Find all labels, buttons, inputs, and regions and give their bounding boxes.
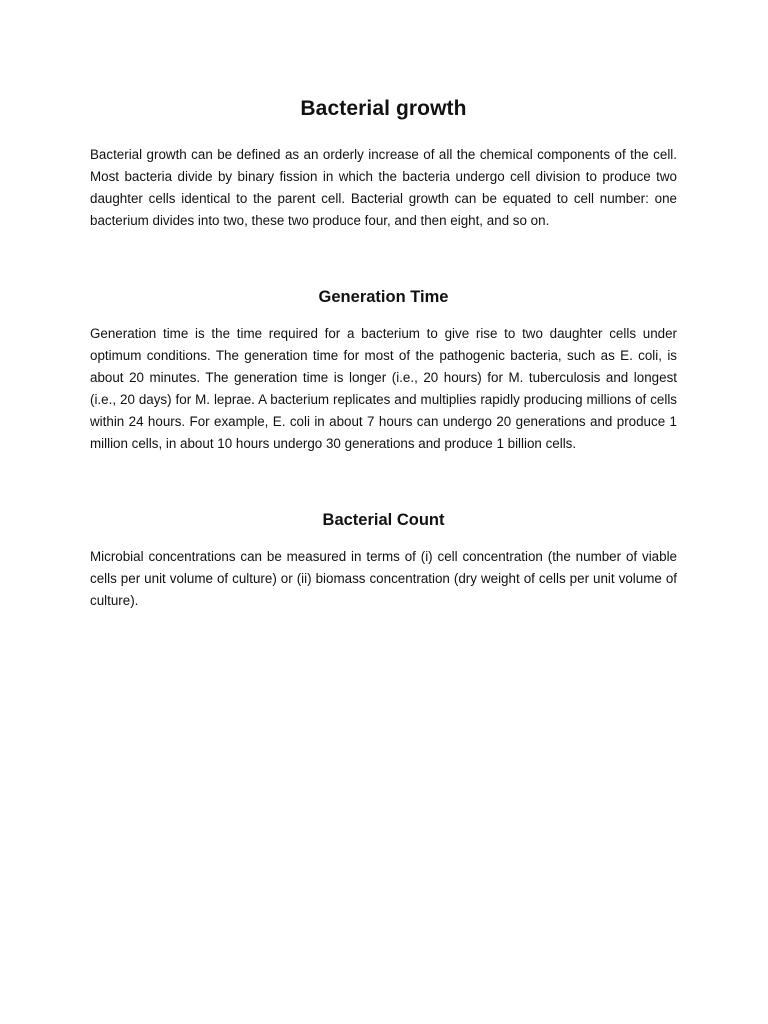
document-title: Bacterial growth [300,97,467,120]
section-bacterial-count [90,508,677,612]
section-generation-time [90,285,677,455]
section-paragraph: Microbial concentrations can be measured in terms of (i) cell concentration (the number of viable cells per unit volume of culture) or (ii) biomass concentration (dry weight of cells per unit volume of culture). [90,549,677,608]
section-paragraph: Generation time is the time required for a bacterium to give rise to two daughter cells under optimum conditions. The generation time for most of the pathogenic bacteria, such as E. coli, is about 20 minutes. The generation time is longer (i.e., 20 hours) for M. tuberculosis and longest (i.e., 20 days) for M. leprae. A bacterium replicates and multiplies rapidly producing millions of cells within 24 hours. For example, E. coli in about 7 hours can undergo 20 generations and produce 1 million cells, in about 10 hours undergo 30 generations and produce 1 billion cells. [90,326,677,451]
intro-paragraph: Bacterial growth can be defined as an orderly increase of all the chemical components of the cell. Most bacteria divide by binary fission in which the bacteria undergo cell division to produce two daughter cells identical to the parent cell. Bacterial growth can be equated to cell number: one bacterium divides into two, these two produce four, and then eight, and so on. [90,147,677,228]
section-heading: Generation Time [318,288,449,306]
section-heading: Bacterial Count [322,511,445,529]
document-content [90,94,677,612]
